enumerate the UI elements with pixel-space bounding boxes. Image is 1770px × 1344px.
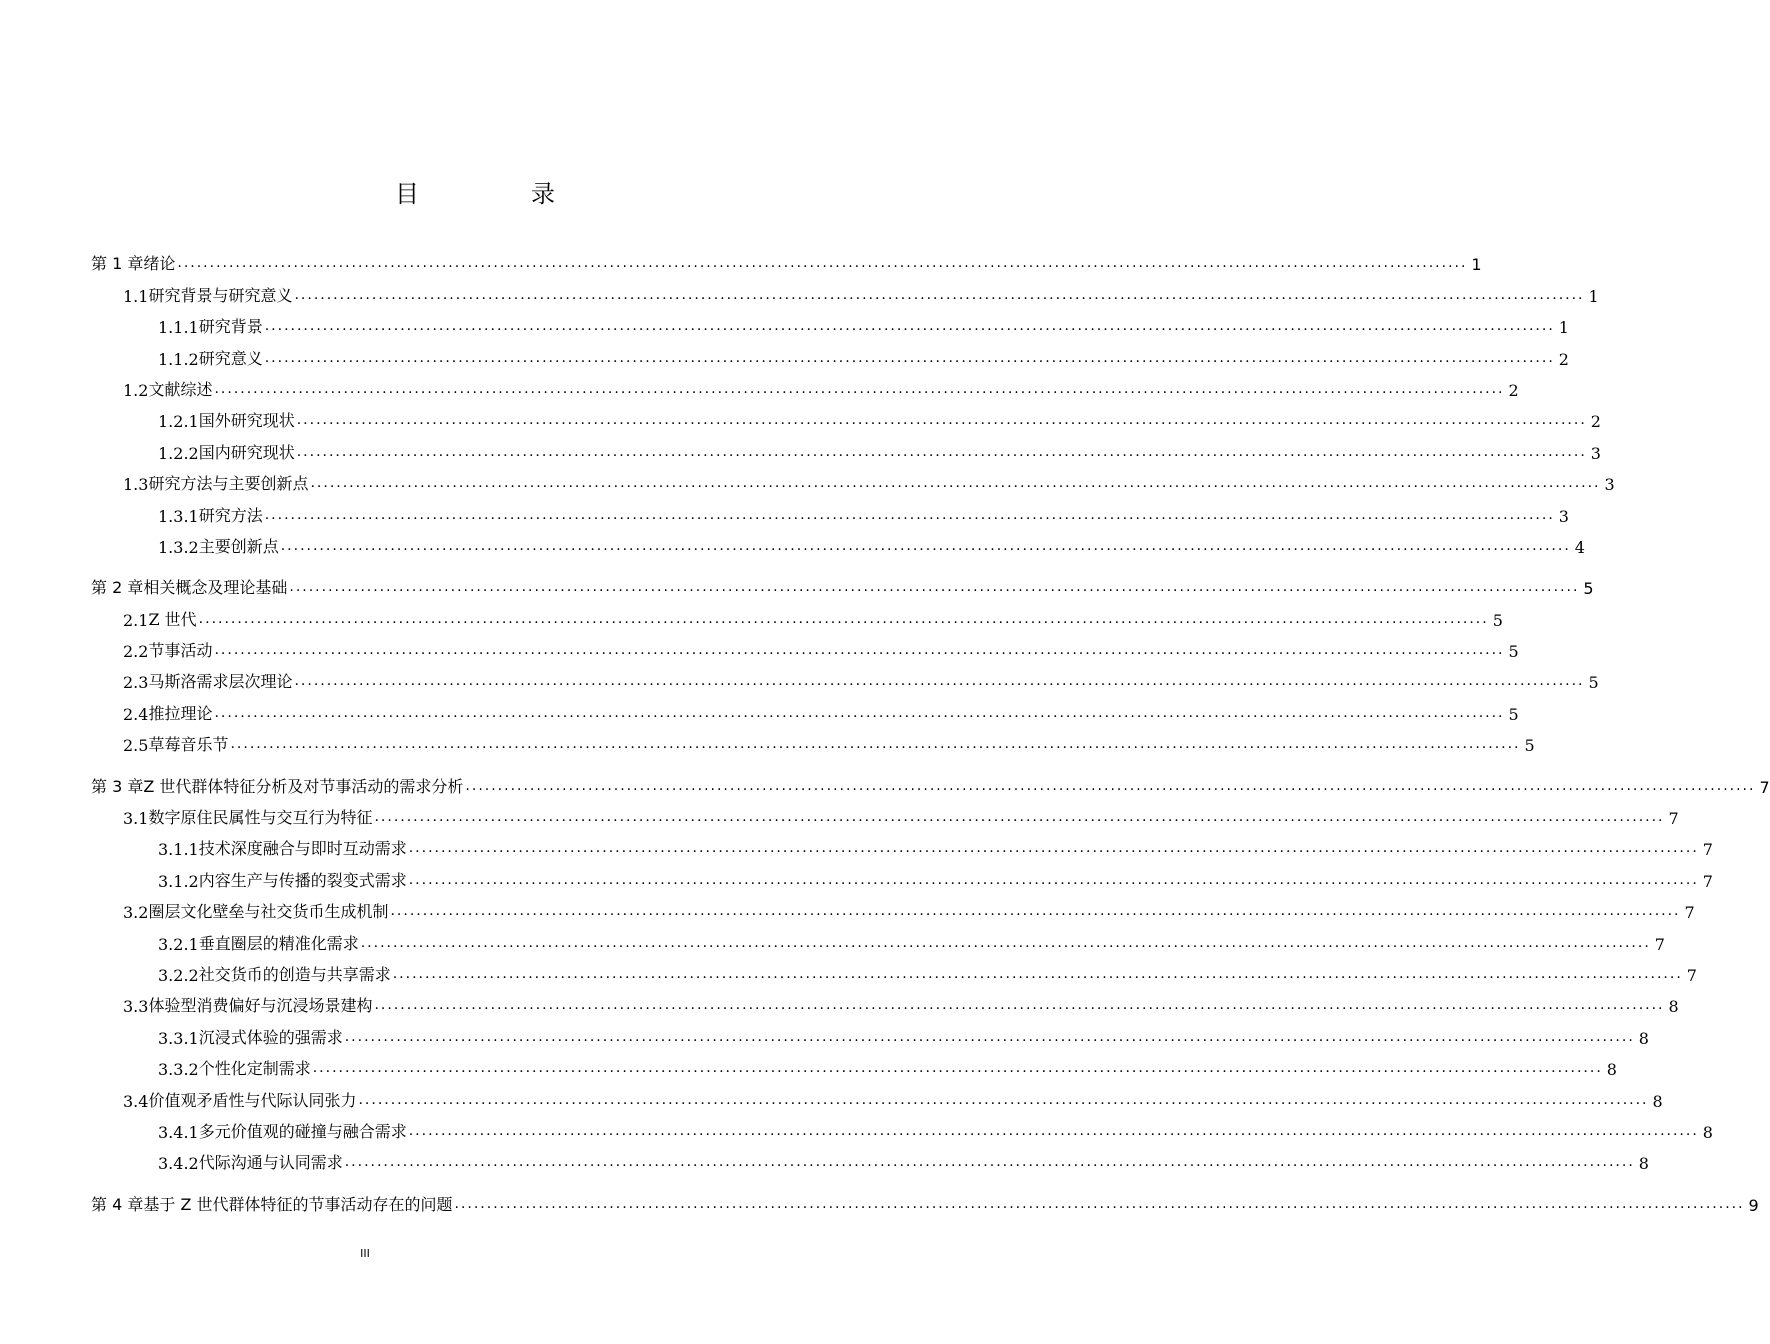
toc-entry-number: 第 4 章 — [91, 1194, 144, 1214]
toc-entry-number: 2.2 — [123, 642, 149, 662]
toc-entry-label: 主要创新点 — [198, 536, 279, 556]
toc-entry-page: 1 — [1558, 318, 1569, 338]
toc-entry-page: 7 — [1684, 903, 1695, 923]
toc-dot-leader: ........................................................................................................................................................................................................ — [408, 840, 1699, 857]
toc-dot-leader: ........................................................................................................................................................................................................ — [264, 318, 1555, 335]
toc-entry-page: 2 — [1590, 412, 1601, 432]
toc-entry[interactable] — [91, 369, 1519, 400]
toc-entry-label: Z 世代群体特征分析及对节事活动的需求分析 — [143, 776, 464, 796]
toc-entry[interactable] — [91, 692, 1519, 724]
toc-entry-label: 研究方法 — [198, 505, 263, 525]
toc-dot-leader: ........................................................................................................................................................................................................ — [312, 1060, 1603, 1077]
toc-dot-leader: ........................................................................................................................................................................................................ — [280, 537, 1571, 554]
toc-entry-number: 1.3.2 — [158, 537, 199, 557]
toc-entry-page: 7 — [1702, 871, 1713, 891]
toc-entry-page: 8 — [1668, 997, 1679, 1017]
toc-entry-page: 7 — [1759, 777, 1770, 797]
toc-dot-leader: ........................................................................................................................................................................................................ — [296, 443, 1587, 460]
toc-entry[interactable] — [91, 306, 1569, 338]
toc-dot-leader: ........................................................................................................................................................................................................ — [390, 903, 1681, 920]
toc-entry-page: 7 — [1668, 809, 1679, 829]
toc-title: 目 录 — [395, 180, 599, 208]
table-of-contents — [91, 243, 1770, 1215]
toc-entry-number: 1.2.2 — [158, 443, 199, 463]
toc-entry[interactable] — [91, 494, 1569, 526]
toc-entry[interactable] — [91, 598, 1503, 630]
toc-entry-number: 3.2.1 — [158, 934, 199, 954]
toc-entry-label: 研究背景与研究意义 — [148, 285, 293, 305]
toc-entry[interactable] — [91, 567, 1594, 599]
toc-entry-page: 1 — [1471, 255, 1482, 275]
toc-entry-page: 5 — [1583, 579, 1594, 599]
toc-dot-leader: ........................................................................................................................................................................................................ — [198, 610, 1489, 627]
toc-entry-number: 2.5 — [123, 736, 149, 756]
toc-entry-number: 第 1 章 — [91, 254, 144, 274]
toc-entry[interactable] — [91, 922, 1665, 954]
toc-entry-page: 5 — [1508, 704, 1519, 724]
toc-dot-leader: ........................................................................................................................................................................................................ — [358, 1091, 1649, 1108]
toc-dot-leader: ........................................................................................................................................................................................................ — [344, 1154, 1635, 1171]
toc-entry-label: 沉浸式体验的强需求 — [198, 1027, 343, 1047]
toc-entry[interactable] — [91, 797, 1679, 829]
toc-entry-number: 3.3 — [123, 997, 149, 1017]
toc-entry-number: 1.3.1 — [158, 506, 199, 526]
toc-entry-label: 内容生产与传播的裂变式需求 — [198, 870, 407, 890]
toc-dot-leader: ........................................................................................................................................................................................................ — [374, 997, 1665, 1014]
toc-entry-page: 9 — [1748, 1195, 1759, 1215]
toc-entry-number: 第 2 章 — [91, 578, 144, 598]
toc-entry-label: 基于 Z 世代群体特征的节事活动存在的问题 — [143, 1194, 453, 1214]
toc-entry[interactable] — [91, 859, 1713, 891]
toc-entry-page: 2 — [1558, 349, 1569, 369]
toc-entry[interactable] — [91, 463, 1615, 495]
toc-entry[interactable] — [91, 954, 1697, 985]
toc-entry-number: 2.4 — [123, 704, 149, 724]
toc-dot-leader: ........................................................................................................................................................................................................ — [214, 380, 1505, 397]
toc-dot-leader: ........................................................................................................................................................................................................ — [264, 506, 1555, 523]
toc-entry-number: 1.1 — [123, 286, 149, 306]
toc-entry[interactable] — [91, 1079, 1663, 1111]
toc-entry-page: 8 — [1638, 1154, 1649, 1174]
toc-entry[interactable] — [91, 828, 1713, 860]
toc-entry-number: 3.3.2 — [158, 1060, 199, 1080]
toc-dot-leader: ........................................................................................................................................................................................................ — [264, 349, 1555, 366]
toc-entry[interactable] — [91, 724, 1535, 756]
toc-entry-label: 节事活动 — [148, 641, 213, 661]
toc-entry-label: 国内研究现状 — [198, 442, 295, 462]
toc-entry-page: 5 — [1524, 736, 1535, 756]
toc-entry[interactable] — [91, 400, 1601, 432]
toc-entry[interactable] — [91, 891, 1695, 923]
toc-dot-leader: ........................................................................................................................................................................................................ — [294, 286, 1585, 303]
toc-entry-page: 2 — [1508, 380, 1519, 400]
page-number: III — [360, 1247, 370, 1260]
toc-dot-leader: ........................................................................................................................................................................................................ — [310, 475, 1601, 492]
toc-entry-number: 3.4 — [123, 1091, 149, 1111]
toc-entry-number: 2.3 — [123, 673, 149, 693]
toc-entry-label: 研究意义 — [198, 348, 263, 368]
toc-entry-label: 绪论 — [143, 254, 176, 274]
toc-dot-leader: ........................................................................................................................................................................................................ — [296, 412, 1587, 429]
toc-entry-label: 研究背景 — [198, 317, 263, 337]
toc-entry[interactable] — [91, 1183, 1759, 1215]
toc-entry-label: 代际沟通与认同需求 — [198, 1153, 343, 1173]
toc-entry[interactable] — [91, 985, 1679, 1017]
toc-entry-label: 推拉理论 — [148, 703, 213, 723]
toc-dot-leader: ........................................................................................................................................................................................................ — [344, 1028, 1635, 1045]
toc-dot-leader: ........................................................................................................................................................................................................ — [408, 871, 1699, 888]
toc-dot-leader: ........................................................................................................................................................................................................ — [289, 579, 1580, 596]
toc-entry-number: 1.1.1 — [158, 318, 199, 338]
toc-dot-leader: ........................................................................................................................................................................................................ — [214, 704, 1505, 721]
toc-entry-number: 3.1.1 — [158, 840, 199, 860]
toc-entry[interactable] — [91, 661, 1599, 693]
toc-dot-leader: ........................................................................................................................................................................................................ — [294, 673, 1585, 690]
toc-entry-label: 马斯洛需求层次理论 — [148, 672, 293, 692]
toc-dot-leader: ........................................................................................................................................................................................................ — [374, 809, 1665, 826]
toc-entry-page: 8 — [1652, 1091, 1663, 1111]
toc-entry-page: 7 — [1686, 965, 1697, 985]
toc-entry-label: Z 世代 — [148, 609, 197, 629]
toc-entry-number: 1.2.1 — [158, 412, 199, 432]
toc-entry[interactable] — [91, 765, 1770, 797]
toc-entry[interactable] — [91, 431, 1601, 463]
toc-entry-label: 研究方法与主要创新点 — [148, 474, 309, 494]
toc-entry-label: 体验型消费偏好与沉浸场景建构 — [148, 996, 373, 1016]
toc-entry[interactable] — [91, 274, 1599, 306]
toc-entry-number: 1.3 — [123, 475, 149, 495]
toc-entry-page: 8 — [1638, 1028, 1649, 1048]
toc-dot-leader: ........................................................................................................................................................................................................ — [360, 934, 1651, 951]
toc-entry[interactable] — [91, 526, 1585, 557]
toc-entry-number: 3.2 — [123, 903, 149, 923]
toc-entry-label: 个性化定制需求 — [198, 1059, 311, 1079]
toc-entry-number: 3.2.2 — [158, 965, 199, 985]
toc-entry-label: 技术深度融合与即时互动需求 — [198, 839, 407, 859]
toc-entry-page: 8 — [1702, 1122, 1713, 1142]
toc-entry[interactable] — [91, 1142, 1649, 1174]
toc-dot-leader: ........................................................................................................................................................................................................ — [408, 1122, 1699, 1139]
toc-dot-leader: ........................................................................................................................................................................................................ — [177, 255, 1468, 272]
toc-entry-number: 3.3.1 — [158, 1028, 199, 1048]
toc-entry-page: 3 — [1558, 506, 1569, 526]
toc-entry[interactable] — [91, 1111, 1713, 1142]
toc-entry[interactable] — [91, 337, 1569, 369]
toc-entry[interactable] — [91, 630, 1519, 662]
toc-entry-number: 3.1 — [123, 809, 149, 829]
toc-entry-label: 文献综述 — [148, 379, 213, 399]
toc-dot-leader: ........................................................................................................................................................................................................ — [465, 777, 1756, 794]
toc-entry-page: 5 — [1508, 642, 1519, 662]
toc-entry-label: 草莓音乐节 — [148, 735, 229, 755]
toc-entry-label: 多元价值观的碰撞与融合需求 — [198, 1121, 407, 1141]
toc-entry[interactable] — [91, 1048, 1617, 1080]
toc-entry-number: 第 3 章 — [91, 776, 144, 796]
toc-entry-number: 3.4.2 — [158, 1154, 199, 1174]
toc-entry-label: 垂直圈层的精准化需求 — [198, 933, 359, 953]
toc-entry-label: 社交货币的创造与共享需求 — [198, 964, 391, 984]
toc-entry-label: 数字原住民属性与交互行为特征 — [148, 808, 373, 828]
toc-entry-label: 国外研究现状 — [198, 411, 295, 431]
toc-entry-label: 相关概念及理论基础 — [143, 578, 288, 598]
toc-entry-number: 1.2 — [123, 380, 149, 400]
toc-entry-number: 2.1 — [123, 610, 149, 630]
toc-entry-number: 3.1.2 — [158, 871, 199, 891]
toc-entry-label: 价值观矛盾性与代际认同张力 — [148, 1090, 357, 1110]
toc-dot-leader: ........................................................................................................................................................................................................ — [392, 965, 1683, 982]
toc-dot-leader: ........................................................................................................................................................................................................ — [230, 736, 1521, 753]
toc-entry-page: 3 — [1604, 475, 1615, 495]
toc-entry-number: 3.4.1 — [158, 1122, 199, 1142]
toc-entry-page: 5 — [1492, 610, 1503, 630]
toc-dot-leader: ........................................................................................................................................................................................................ — [454, 1195, 1745, 1212]
toc-dot-leader: ........................................................................................................................................................................................................ — [214, 642, 1505, 659]
toc-entry-label: 圈层文化壁垒与社交货币生成机制 — [148, 902, 389, 922]
toc-entry-page: 7 — [1702, 840, 1713, 860]
toc-entry-page: 8 — [1606, 1060, 1617, 1080]
toc-entry-page: 1 — [1588, 286, 1599, 306]
toc-entry[interactable] — [91, 243, 1482, 275]
toc-entry-page: 3 — [1590, 443, 1601, 463]
toc-entry-page: 5 — [1588, 673, 1599, 693]
toc-entry-page: 7 — [1654, 934, 1665, 954]
toc-entry-number: 1.1.2 — [158, 349, 199, 369]
toc-entry-page: 4 — [1574, 537, 1585, 557]
toc-entry[interactable] — [91, 1016, 1649, 1048]
